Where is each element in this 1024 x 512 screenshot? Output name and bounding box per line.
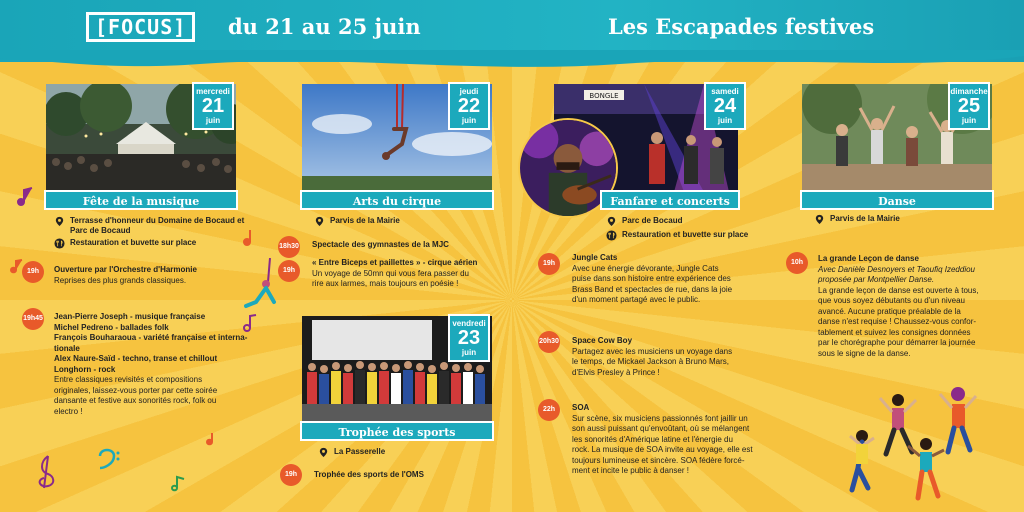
bass-clef-icon [94, 444, 122, 472]
program-desc: avancé. Aucune pratique préalable de la [818, 306, 961, 316]
venue-text: La Passerelle [334, 447, 386, 456]
program-desc: rire aux larmes, mais toujours en poésie ! [312, 279, 459, 288]
restaurant-icon [54, 238, 65, 249]
date-badge-24 [704, 82, 746, 130]
day-title-fanfare-concerts: Fanfare et concerts [600, 190, 740, 210]
header-wave [0, 50, 1024, 72]
focus-label: [FOCUS] [86, 12, 195, 42]
program-title: « Entre Biceps et paillettes » - cirque aérien [312, 258, 478, 267]
program-desc: Entre classiques revisités et compositions [54, 375, 203, 384]
dates-title: du 21 au 25 juin [228, 14, 421, 39]
program-desc: tablement et suivez les consignes données [818, 327, 971, 337]
program-item [312, 258, 502, 290]
program-desc: Partagez avec les musiciens un voyage dans [572, 346, 733, 356]
music-note-icon [168, 474, 188, 494]
program-desc: son aussi puissant qu'envoûtant, où se mélangent [572, 424, 750, 433]
program-desc: dansante et festive aux sonorités rock, folk ou [54, 396, 217, 405]
program-item [572, 403, 777, 477]
time-badge: 20h30 [538, 331, 560, 353]
badge-weekday: vendredi [452, 319, 486, 328]
program-title: La grande Leçon de danse [818, 254, 919, 263]
program-desc: par le chorégraphe pour démarrer la journée [818, 338, 976, 347]
date-badge-23 [448, 314, 490, 362]
program-desc: La grande leçon de danse est ouverte à tous, [818, 285, 979, 295]
badge-weekday: samedi [711, 87, 739, 96]
food-line [54, 238, 196, 249]
program-desc: Brass Band et spectacles de rue, dans la joie [572, 284, 733, 294]
food-line [606, 230, 748, 241]
badge-weekday: dimanche [950, 87, 988, 96]
program-item [312, 240, 502, 251]
time-badge: 19h45 [22, 308, 44, 330]
restaurant-icon [606, 230, 617, 241]
day-title-trophee-sports: Trophée des sports [300, 421, 494, 441]
venue-text: Parc de Bocaud [622, 216, 683, 225]
stage-sign: BONGLE [589, 92, 619, 100]
venue-line [606, 216, 682, 227]
program-item [818, 254, 1018, 359]
music-note-icon [8, 258, 26, 276]
badge-day-number: 22 [457, 95, 481, 117]
program-item [572, 336, 772, 378]
program-item [54, 312, 254, 417]
map-pin-icon [54, 216, 65, 227]
program-title: SOA [572, 403, 590, 412]
program-desc: ment et incite le public à danser ! [572, 466, 689, 475]
program-item [572, 253, 772, 306]
venue-line [814, 214, 900, 225]
venue-text: Parc de Bocaud [70, 226, 131, 235]
day-title-fete-musique: Fête de la musique [44, 190, 238, 210]
music-note-icon [240, 312, 260, 334]
program-desc: electro ! [54, 406, 83, 416]
program-desc: danse n'est requise ! Chaussez-vous confor- [818, 317, 977, 326]
time-badge: 18h30 [278, 236, 300, 258]
program-title: Alex Naure-Saïd - techno, transe et chillout [54, 354, 218, 363]
program-title: Longhorn - rock [54, 364, 116, 374]
map-pin-icon [318, 447, 329, 458]
program-desc: les sonorités d'Amérique latine et l'énergie du [572, 434, 733, 444]
time-badge: 19h [278, 260, 300, 282]
map-pin-icon [606, 216, 617, 227]
program-desc: puise dans son histoire entre expérience des [572, 274, 731, 283]
venue-line [314, 216, 400, 227]
venue-line-continued [70, 226, 130, 236]
program-title: Trophée des sports de l'OMS [314, 470, 424, 479]
program-desc: toujours lumineuse et sincère. SOA fédère forcé- [572, 455, 745, 465]
badge-day-number: 24 [713, 95, 737, 117]
program-title: Jungle Cats [572, 253, 618, 262]
food-text: Restauration et buvette sur place [70, 238, 197, 247]
badge-day-number: 23 [457, 327, 481, 349]
treble-clef-icon [26, 452, 66, 492]
program-desc: rock. La musique de SOA invite au voyage, elle est [572, 445, 753, 454]
badge-day-number: 25 [957, 95, 981, 117]
program-title: tionale [54, 343, 80, 353]
badge-day-number: 21 [201, 95, 225, 117]
music-note-icon [14, 186, 36, 208]
program-title: Ouverture par l'Orchestre d'Harmonie [54, 265, 197, 274]
program-item [54, 265, 254, 286]
badge-month: juin [717, 116, 733, 125]
day-title-arts-cirque: Arts du cirque [300, 190, 494, 210]
program-desc: sous le signe de la danse. [818, 348, 911, 358]
program-title: François Bouharaoua - variété française et interna- [54, 333, 248, 342]
badge-weekday: mercredi [196, 87, 230, 96]
program-desc: le temps, de Mickael Jackson à Bruno Mars, [572, 357, 729, 366]
event-title: Les Escapades festives [608, 14, 875, 39]
time-badge: 10h [786, 252, 808, 274]
badge-month: juin [961, 116, 977, 125]
program-desc: d'Elvis Presley à Prince ! [572, 367, 660, 377]
dancers-illustration [842, 380, 982, 506]
program-credit: Avec Danièle Desnoyers et Taoufiq Izeddiou [818, 264, 975, 274]
program-desc: d'un moment partagé avec le public. [572, 295, 701, 304]
program-desc: originales, laissez-vous porter par cette soirée [54, 385, 218, 395]
venue-text: Parvis de la Mairie [830, 214, 900, 223]
program-desc: Un voyage de 50mn qui vous fera passer du [312, 268, 469, 278]
date-badge-21 [192, 82, 234, 130]
program-desc: Reprises des plus grands classiques. [54, 275, 187, 285]
date-badge-22 [448, 82, 490, 130]
music-note-icon [238, 226, 260, 248]
badge-weekday: jeudi [459, 87, 479, 96]
trapeze-artist-icon [240, 258, 288, 314]
time-badge: 19h [22, 261, 44, 283]
badge-month: juin [461, 116, 477, 125]
program-title: Spectacle des gymnastes de la MJC [312, 240, 449, 249]
day-title-danse: Danse [800, 190, 994, 210]
program-desc: Avec une énergie dévorante, Jungle Cats [572, 263, 719, 273]
program-title: Space Cow Boy [572, 336, 633, 345]
program-item [314, 470, 504, 481]
program-desc: Sur scène, six musiciens passionnés font jaillir un [572, 413, 748, 423]
program-credit: proposée par Montpellier Danse. [818, 275, 935, 284]
map-pin-icon [814, 214, 825, 225]
venue-text: Parvis de la Mairie [330, 216, 400, 225]
date-badge-25 [948, 82, 990, 130]
venue-text: Terrasse d'honneur du Domaine de Bocaud et [70, 216, 245, 225]
time-badge: 19h [538, 253, 560, 275]
time-badge: 19h [280, 464, 302, 486]
badge-month: juin [205, 116, 221, 125]
program-desc: que vous soyez débutants ou d'un niveau [818, 296, 965, 305]
program-title: Jean-Pierre Joseph - musique française [54, 312, 206, 321]
time-badge: 22h [538, 399, 560, 421]
program-title: Michel Pedreno - ballades folk [54, 322, 169, 332]
venue-line [318, 447, 385, 458]
food-text: Restauration et buvette sur place [622, 230, 749, 239]
map-pin-icon [314, 216, 325, 227]
badge-month: juin [461, 348, 477, 357]
music-note-icon [204, 430, 220, 448]
